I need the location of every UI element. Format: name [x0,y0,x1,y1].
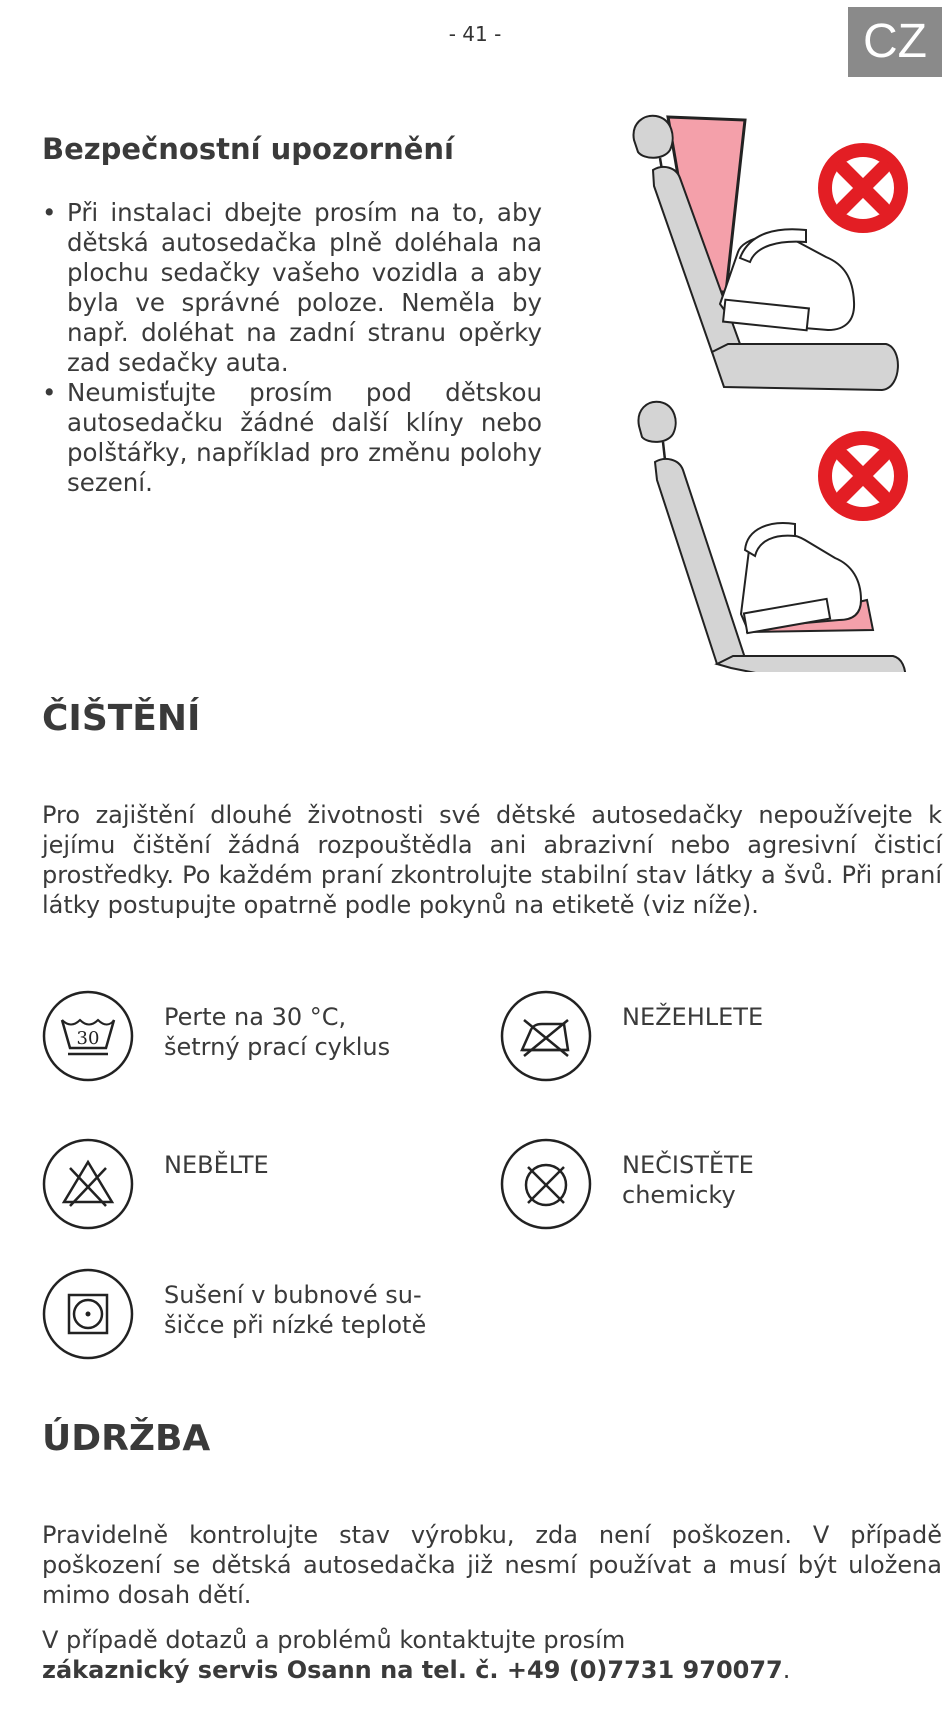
maintenance-text: Pravidelně kontrolujte stav výrobku, zda není poškozen. V případě poškození se dětská autosedačka již nesmí používat a musí být uložena mimo dosah dětí. [42,1521,942,1609]
safety-heading: Bezpečnostní upozornění [42,132,454,166]
seat-headrest [634,116,673,158]
seat-headrest [639,402,676,442]
page-number: - 41 - [448,22,502,46]
tumble-dry-low-icon [42,1268,134,1360]
language-badge: CZ [848,7,942,77]
seat-cushion [712,344,898,390]
safety-bullet-list [42,198,542,498]
customer-service-phone: zákaznický servis Osann na tel. č. +49 (0)7731 970077 [42,1656,783,1684]
wash-30-icon [42,990,134,1082]
safety-bullet: • Neumisťujte prosím pod dětskou autosedačku žádné další klíny nebo polštářky, například pro změnu polohy sezení. [42,378,542,498]
no-iron-icon [500,990,592,1082]
seat-cushion [717,656,905,672]
care-label: NEČISTĚTE chemicky [622,1151,754,1209]
headrest-post [663,442,665,460]
wrong-installation-wedge-illustration [635,400,917,672]
contact-end: . [782,1656,791,1684]
safety-bullet: • Při instalaci dbejte prosím na to, aby dětská autosedačka plně doléhala na plochu sedačky vašeho vozidla a aby byla ve správné poloze. Neměla by např. doléhat na zadní stranu opěrky zad sedačky auta. [42,198,542,378]
contact-paragraph [42,1625,942,1685]
care-item-tumble-dry [42,1268,426,1360]
cleaning-heading: ČIŠTĚNÍ [42,698,201,739]
care-label: NEŽEHLETE [622,1003,764,1031]
care-label: NEBĚLTE [164,1151,269,1179]
care-item-wash [42,990,390,1082]
no-dry-clean-icon [500,1138,592,1230]
maintenance-heading: ÚDRŽBA [42,1418,211,1459]
seat-backrest [655,459,745,664]
care-item-no-iron [500,990,763,1082]
cleaning-text: Pro zajištění dlouhé životnosti své dětské autosedačky nepoužívejte k jejímu čištění žádná rozpouštědla ani abrazivní nebo agresivní čisticí prostředky. Po každém praní zkontrolujte stabilní stav látky a švů. Při praní látky postupujte opatrně podle pokynů na etiketě (viz níže). [42,801,942,919]
care-label: Sušení v bubnové su- šičce při nízké teplotě [164,1281,427,1339]
wrong-installation-backrest-illustration [628,112,910,398]
care-item-no-dry-clean [500,1138,754,1230]
wash-temperature: 30 [76,1028,100,1049]
contact-intro: V případě dotazů a problémů kontaktujte prosím [42,1626,626,1654]
care-item-no-bleach [42,1138,269,1230]
care-label: Perte na 30 °C, šetrný prací cyklus [164,1003,391,1061]
no-bleach-icon [42,1138,134,1230]
